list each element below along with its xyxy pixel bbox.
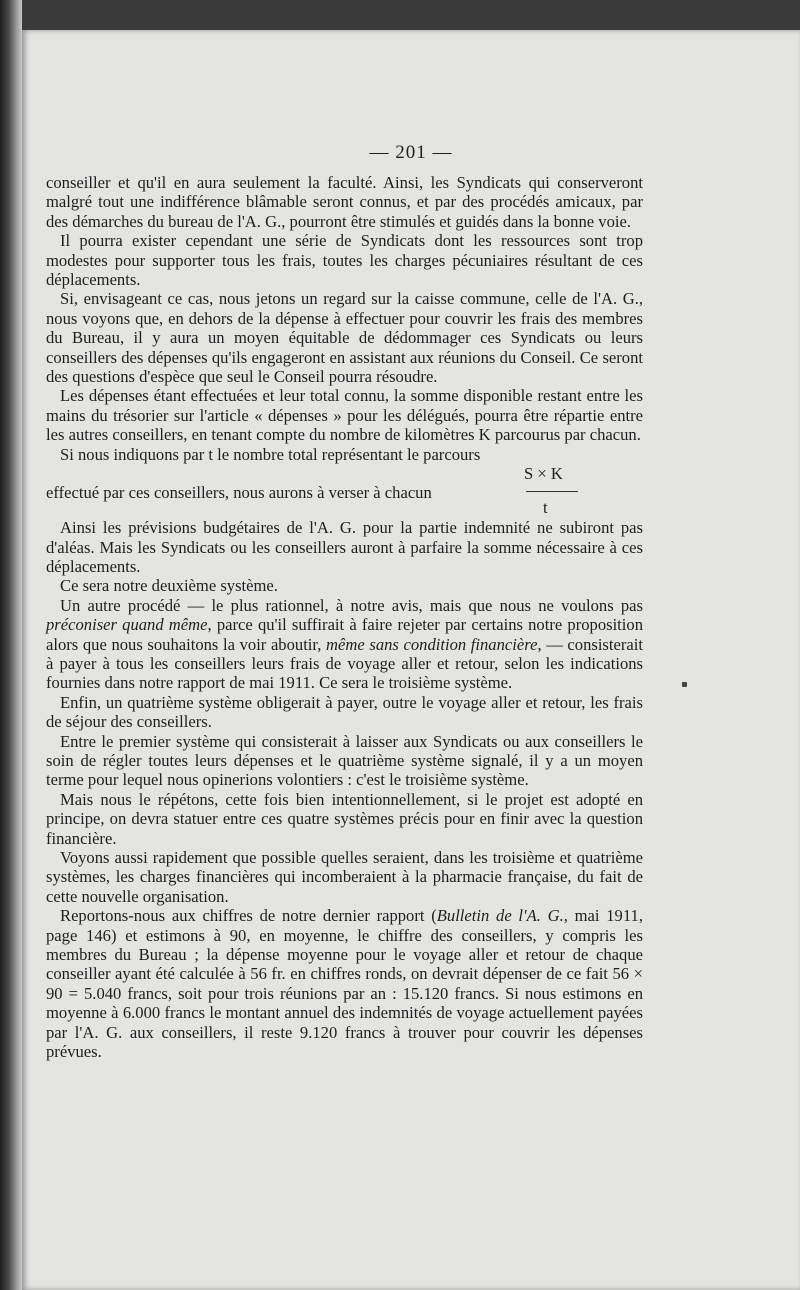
paragraph-8-part-a: Un autre procédé — le plus rationnel, à notre avis, mais que nous ne voulons pas: [60, 595, 643, 615]
formula-lead-text: effectué par ces conseillers, nous aurons à verser à chacun: [46, 483, 432, 503]
paragraph-7: Ce sera notre deuxième système.: [60, 576, 278, 596]
paragraph-2: Il pourra exister cependant une série de Syndicats dont les ressources sont trop modestes pour supporter tous les frais, toutes les charges pécuniaires résultant de ces déplacements.: [46, 231, 643, 290]
paragraph-6: Ainsi les prévisions budgétaires de l'A. G. pour la partie indemnité ne subiront pas d'aléas. Mais les Syndicats ou les conseillers auront à parfaire la somme nécessaire à ces déplacements.: [46, 518, 643, 576]
formula-denominator: t: [543, 498, 548, 518]
paragraph-3: Si, envisageant ce cas, nous jetons un regard sur la caisse commune, celle de l'A. G., nous voyons que, en dehors de la dépense à effectuer pour couvrir les frais des membres du Bureau, il y aura un moyen équitable de dédommager ces Syndicats ou leurs conseillers des dépenses qu'ils engageront en assistant aux réunions du Conseil. Ce seront des questions d'espèce que seul le Conseil pourra résoudre.: [46, 289, 643, 387]
book-binding: [0, 0, 22, 1290]
paragraph-1: conseiller et qu'il en aura seulement la faculté. Ainsi, les Syndicats qui conserveront malgré tout une indifférence blâmable seront connus, et par des procédés amicaux, par des démarches du bureau de l'A. G., pourront être stimulés et guidés dans la bonne voie.: [46, 173, 643, 231]
formula-numerator: S × K: [524, 464, 563, 484]
formula-block: [46, 464, 643, 518]
paragraph-8-emphasis-2: même sans condition financière: [326, 634, 538, 654]
paragraph-5: Si nous indiquons par t le nombre total représentant le parcours: [60, 444, 481, 464]
paragraph-10: Entre le premier système qui consisterait à laisser aux Syndicats ou aux conseillers le soin de régler toutes leurs dépenses et le quatrième système signalé, il y a un moyen terme pour lequel nous opinerions volontiers : c'est le troisième système.: [46, 731, 643, 790]
paragraph-13-part-b: , mai 1911, page 146) et estimons à 90, en moyenne, le chiffre des conseillers, y compris les membres du Bureau ; la dépense moyenne pour le voyage aller et retour de chaque conseiller ayant été calculée à 56 fr. en chiffres ronds, on devrait dépenser de ce fait 56 × 90 = 5.040 francs, soit pour trois réunions par an : 15.120 francs. Si nous estimons en moyenne à 6.000 francs le montant annuel des indemnités de voyage actuellement payées par l'A. G. aux conseillers, il reste 9.120 francs à trouver pour couvrir les dépenses prévues.: [46, 906, 643, 1062]
paragraph-8-part-c: , — consisterait à payer à tous les conseillers leurs frais de voyage aller et retour, selon les indications fournies dans notre rapport de mai 1911. Ce sera le troisième système.: [46, 634, 643, 693]
paragraph-8-part-b: , parce qu'il suffirait à faire rejeter par certains notre proposition alors que nous souhaitons la voir aboutir,: [46, 615, 643, 654]
page-body: [46, 173, 643, 1061]
paragraph-13-part-a: Reportons-nous aux chiffres de notre dernier rapport (: [60, 906, 437, 926]
paragraph-8-emphasis-1: préconiser quand même: [46, 615, 208, 635]
paragraph-11: Mais nous le répétons, cette fois bien intentionnellement, si le projet est adopté en principe, on devra statuer entre ces quatre systèmes précis pour en finir avec la question financière.: [46, 789, 643, 848]
paper-speck: [682, 682, 687, 687]
page-number: — 201 —: [369, 142, 453, 163]
paragraph-13: [46, 906, 643, 1061]
paragraph-13-emphasis: Bulletin de l'A. G.: [436, 906, 564, 926]
fraction-bar: [526, 491, 578, 492]
paragraph-9: Enfin, un quatrième système obligerait à payer, outre le voyage aller et retour, les frais de séjour des conseillers.: [46, 692, 643, 732]
paragraph-8: [46, 596, 643, 693]
paragraph-4: Les dépenses étant effectuées et leur total connu, la somme disponible restant entre les mains du trésorier sur l'article « dépenses » pour les délégués, pourra être répartie entre les autres conseillers, en tenant compte du nombre de kilomètres K parcourus par chacun.: [46, 386, 643, 445]
document-page: [22, 30, 800, 1290]
paragraph-12: Voyons aussi rapidement que possible quelles seraient, dans les troisième et quatrième systèmes, les charges financières qui incomberaient à la pharmacie française, du fait de cette nouvelle organisation.: [46, 848, 643, 906]
